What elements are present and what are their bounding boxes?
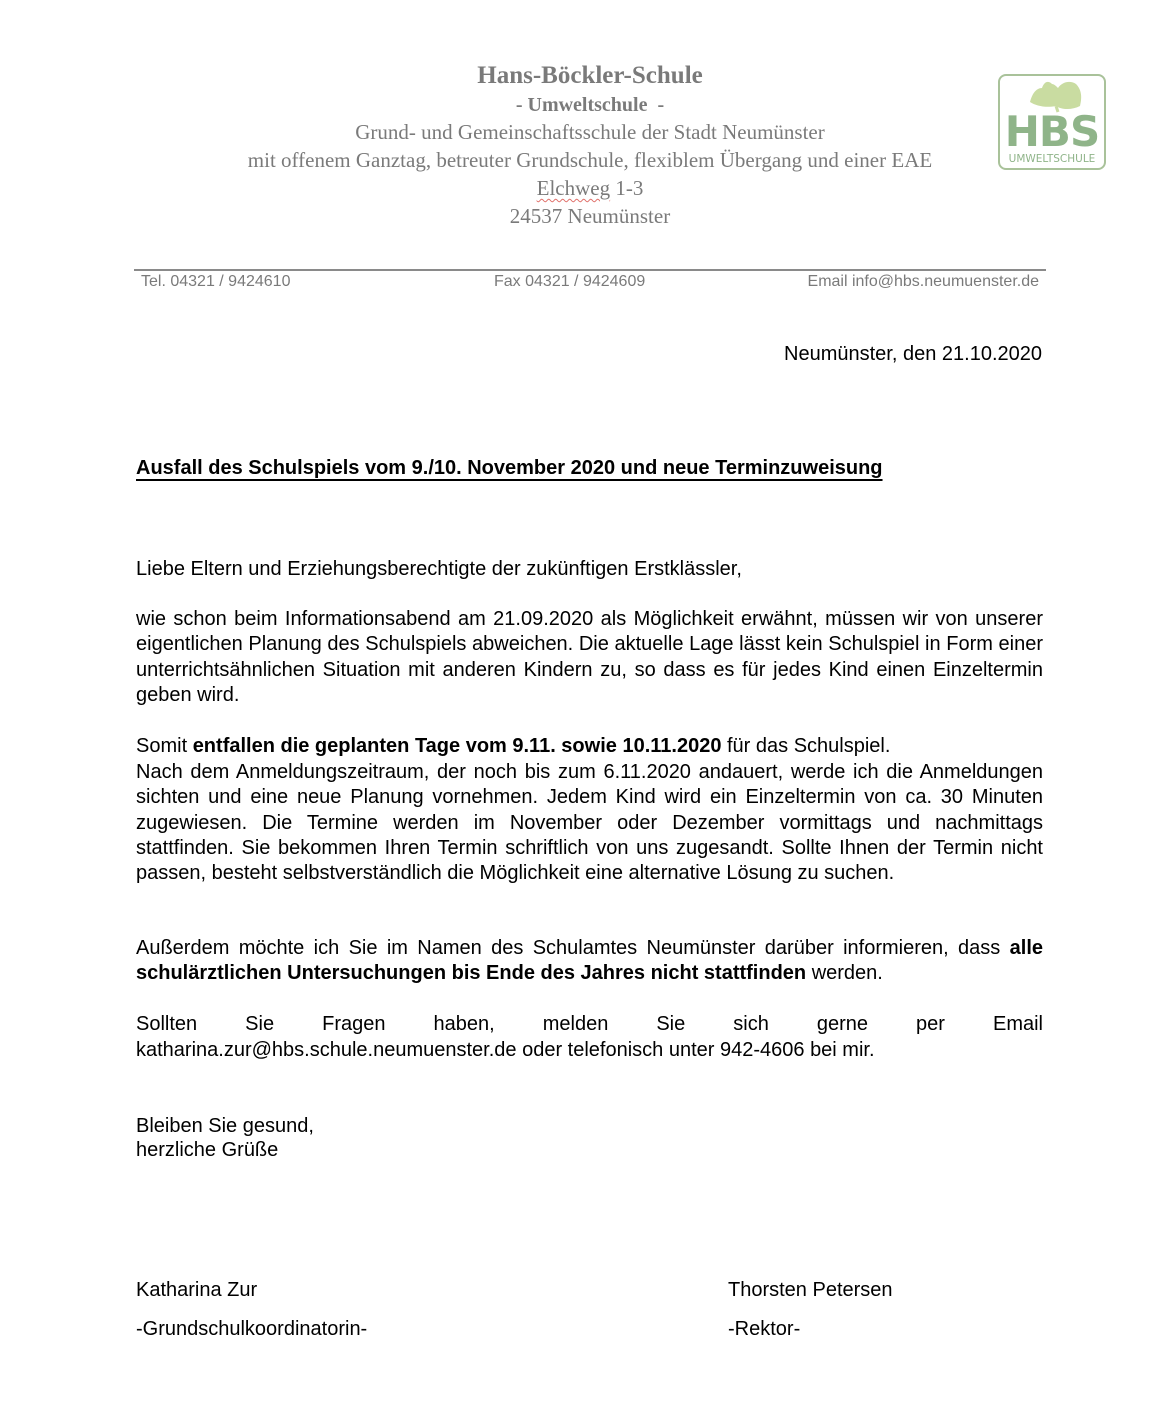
ginkgo-leaf-icon — [1000, 76, 1104, 168]
signature-role-right: -Rektor- — [728, 1318, 801, 1340]
paragraph-cancellation — [136, 734, 1043, 759]
letterhead — [180, 60, 1000, 230]
closing-line1: Bleiben Sie gesund, — [136, 1115, 314, 1137]
p2-bold: entfallen die geplanten Tage vom 9.11. sowie 10.11.2020 — [192, 735, 722, 757]
p4-pre: Außerdem möchte ich Sie im Namen des Schulamtes Neumünster darüber informieren, dass — [136, 937, 1010, 959]
school-city: 24537 Neumünster — [509, 204, 671, 228]
signature-role-left: -Grundschulkoordinatorin- — [136, 1318, 368, 1340]
letter-subject: Ausfall des Schulspiels vom 9./10. November 2020 und neue Terminzuweisung — [136, 457, 883, 479]
paragraph-new-planning: Nach dem Anmeldungszeitraum, der noch bis zum 6.11.2020 andauert, werde ich die Anmeldungen sichten und eine neue Planung vornehmen. Jedem Kind wird ein Einzeltermin von ca. 30 Minuten zugewiesen. Die Termine werden im November oder Dezember vormittags und nachmittags stattfinden. Sie bekommen Ihren Termin schriftlich von uns zugesandt. Sollte Ihnen der Termin nicht passen, besteht selbstverständlich die Möglichkeit eine alternative Lösung zu suchen. — [136, 761, 1043, 885]
school-street — [180, 174, 1000, 202]
logo-caption: UMWELTSCHULE — [1008, 153, 1096, 165]
street-number: 1-3 — [610, 176, 644, 200]
contact-phone: Tel. 04321 / 9424610 — [141, 273, 291, 290]
school-name: Hans-Böckler-Schule — [477, 62, 703, 89]
p4-bold: alle schulärztlichen Untersuchungen bis Ende des Jahres nicht stattfinden — [136, 937, 1043, 985]
signature-name-left: Katharina Zur — [136, 1279, 258, 1301]
hbs-logo — [998, 74, 1106, 170]
paragraph-medical-exams — [136, 936, 1043, 987]
school-features: mit offenem Ganztag, betreuter Grundschule, flexiblem Übergang und einer EAE — [247, 148, 933, 172]
logo-letters: HBS — [1004, 107, 1100, 156]
header-divider — [134, 269, 1046, 271]
paragraph-contact-line2: katharina.zur@hbs.schule.neumuenster.de oder telefonisch unter 942-4606 bei mir. — [136, 1039, 875, 1061]
signature-name-right: Thorsten Petersen — [728, 1279, 893, 1301]
contact-fax: Fax 04321 / 9424609 — [494, 273, 646, 290]
letter-date: Neumünster, den 21.10.2020 — [784, 343, 1042, 365]
closing-line2: herzliche Grüße — [136, 1139, 279, 1161]
p2-post: für das Schulspiel. — [721, 735, 891, 757]
paragraph-contact-line1: Sollten Sie Fragen haben, melden Sie sich gerne per Email — [136, 1013, 1043, 1035]
contact-email: Email info@hbs.neumuenster.de — [807, 273, 1039, 290]
school-subtitle: - Umweltschule - — [515, 94, 665, 116]
p4-post: werden. — [806, 962, 883, 985]
school-type: Grund- und Gemeinschaftsschule der Stadt Neumünster — [355, 120, 825, 144]
p2-pre: Somit — [136, 735, 193, 757]
salutation: Liebe Eltern und Erziehungsberechtigte der zukünftigen Erstklässler, — [136, 558, 742, 580]
paragraph-intro: wie schon beim Informationsabend am 21.09.2020 als Möglichkeit erwähnt, müssen wir von unserer eigentlichen Planung des Schulspiels abweichen. Die aktuelle Lage lässt kein Schulspiel in Form einer unterrichtsähnlichen Situation mit anderen Kindern zu, so dass es für jedes Kind einen Einzeltermin geben wird. — [136, 608, 1043, 706]
street-name: Elchweg — [536, 176, 611, 200]
